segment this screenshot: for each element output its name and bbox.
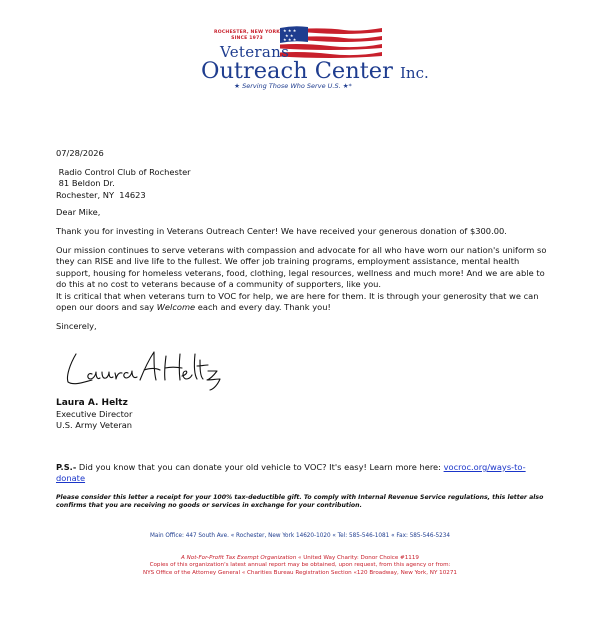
paragraph-mission: Our mission continues to serve veterans with compassion and advocate for all who have worn our nation's uniform so they can RISE and live life to the fullest. We offer job training programs, employment assistance, mental health support, housing for homeless veterans, food, clothing, legal resources, wellness and much more! And we are able to do this at no cost to veterans because of a community of supporters, like you.: [56, 245, 547, 289]
recipient-line3: Rochester, NY 14623: [56, 189, 146, 200]
letter-date: 07/28/2026: [56, 148, 104, 158]
svg-text:★ ★: ★ ★: [285, 33, 294, 38]
paragraph-generosity-part1: It is critical that when veterans turn to VOC for help, we are here for them. It is through your generosity that we can open our doors and say: [56, 291, 539, 313]
footer-nfp: A Not-For-Profit Tax Exempt Organization: [181, 555, 297, 561]
salutation: Dear Mike,: [56, 207, 101, 217]
footer-attorney-general: NYS Office of the Attorney General « Charities Bureau Registration Section «120 Broadway, New York, NY 10271: [143, 569, 457, 576]
signature-image: [62, 346, 224, 392]
logo-location: [212, 30, 282, 42]
svg-text:★ ★ ★: ★ ★ ★: [283, 37, 297, 42]
recipient-address: [56, 167, 191, 201]
footer-charity: « United Way Charity: Donor Choice #1119: [296, 555, 419, 561]
paragraph-generosity-part2: each and every day. Thank you!: [195, 302, 331, 313]
logo-location-since: SINCE 1973: [231, 36, 263, 41]
tax-receipt-note: Please consider this letter a receipt for your 100% tax-deductible gift. To comply with Internal Revenue Service regulations, this letter also confirms that you are receiving no goods or services in exchange for your contribution.: [56, 494, 544, 510]
footer-annual-report: Copies of this organization's latest annual report may be obtained, upon request, from this agency or from:: [149, 562, 451, 569]
signer-block: [56, 398, 132, 431]
signer-subtitle: U.S. Army Veteran: [56, 420, 133, 430]
paragraph-generosity: [56, 291, 552, 314]
footer-charity-line: [0, 555, 600, 562]
svg-text:★ ★ ★: ★ ★ ★: [283, 28, 297, 33]
logo-location-city: ROCHESTER, NEW YORK: [214, 30, 280, 35]
postscript-text: Did you know that you can donate your old vehicle to VOC? It's easy! Learn more here:: [76, 462, 444, 472]
paragraph-generosity-emphasis: Welcome: [156, 302, 196, 313]
signer-title: Executive Director: [56, 409, 133, 419]
organization-logo: [198, 16, 429, 96]
logo-name-line1: Veterans: [220, 43, 290, 61]
footer-legal: [0, 555, 600, 577]
recipient-line2: 81 Beldon Dr.: [56, 178, 115, 189]
closing: Sincerely,: [56, 321, 97, 331]
signer-name: Laura A. Heltz: [56, 398, 128, 408]
logo-name-suffix: Inc.: [400, 64, 429, 82]
footer-contact: Main Office: 447 South Ave. « Rochester, New York 14620-1020 « Tel: 585-546-1081 « Fax: 585-546-5234: [150, 533, 450, 539]
paragraph-thanks: Thank you for investing in Veterans Outreach Center! We have received your generous donation of $300.00.: [56, 226, 507, 236]
postscript: [56, 462, 546, 485]
logo-name-main: Outreach Center: [201, 58, 393, 84]
donate-vehicle-link[interactable]: vocroc.org/ways-to-donate: [56, 462, 526, 484]
logo-motto: ★ Serving Those Who Serve U.S. ★*: [234, 82, 352, 90]
recipient-line1: Radio Control Club of Rochester: [56, 167, 191, 177]
logo-name-line2: [201, 58, 429, 84]
flag-icon: [278, 22, 384, 60]
postscript-label: P.S.-: [56, 462, 77, 472]
